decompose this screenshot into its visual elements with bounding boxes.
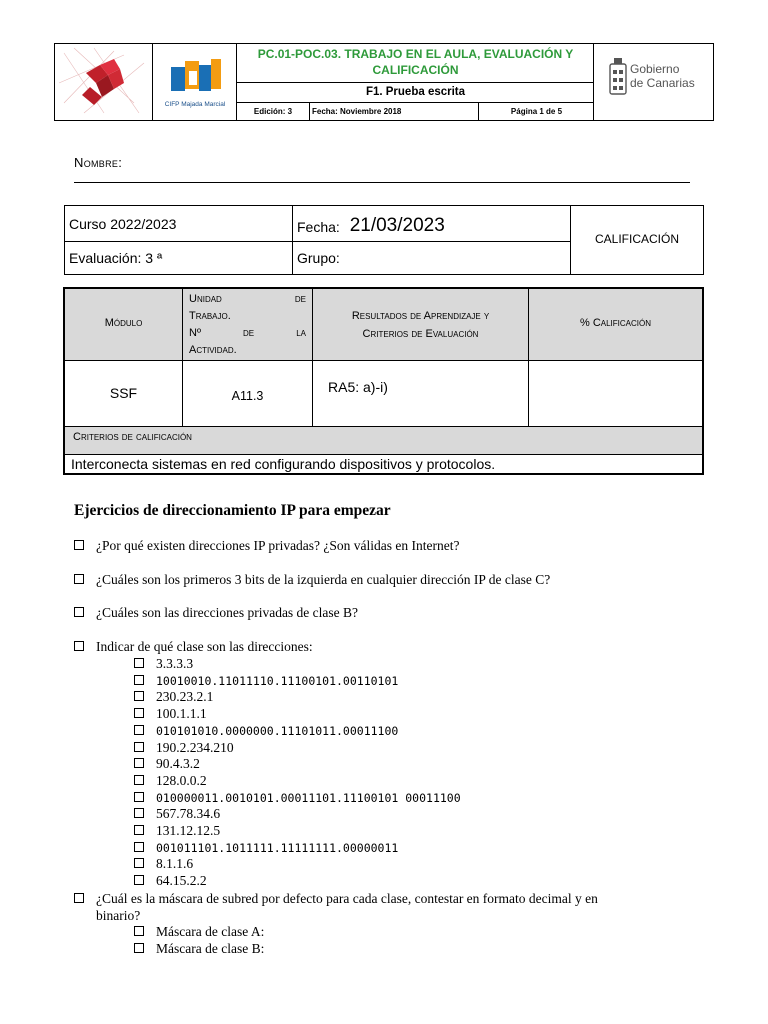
checkbox-icon[interactable] — [134, 675, 144, 685]
evaluacion-cell: Evaluación: 3 ª — [65, 242, 293, 274]
page-label: Página 1 de 5 — [510, 107, 563, 116]
list-item — [134, 873, 461, 890]
checkbox-icon[interactable] — [134, 708, 144, 718]
grupo-cell: Grupo: — [293, 242, 571, 274]
address-text: 10010010.11011110.11100101.00110101 — [156, 673, 399, 688]
checkbox-icon[interactable] — [134, 658, 144, 668]
resultados-line2: Criterios de Evaluación — [362, 328, 479, 340]
fecha-cell — [293, 206, 571, 242]
question-2 — [74, 572, 550, 589]
list-item — [134, 823, 461, 840]
fecha-value: 21/03/2023 — [349, 215, 445, 236]
question-5 — [74, 891, 598, 924]
gobierno-canarias-shield-icon — [608, 58, 628, 107]
criterios-text: Interconecta sistemas en red configurando dispositivos y protocolos. — [71, 456, 496, 472]
document-subtitle: F1. Prueba escrita — [237, 83, 594, 103]
mask-text: Máscara de clase A: — [156, 924, 265, 939]
list-item — [134, 840, 461, 857]
modulo-value: SSF — [65, 361, 183, 427]
document-title: PC.01-POC.03. TRABAJO EN EL AULA, EVALUACIÓN Y CALIFICACIÓN — [237, 43, 594, 83]
resultados-value: RA5: a)-i) — [313, 361, 529, 427]
question-3 — [74, 605, 358, 622]
checkbox-icon[interactable] — [74, 893, 84, 903]
date-label: Fecha: Noviembre 2018 — [310, 103, 479, 121]
question-2-text: ¿Cuáles son los primeros 3 bits de la izquierda en cualquier dirección IP de clase C? — [96, 572, 551, 587]
address-list — [134, 656, 461, 890]
calificacion-header: % Calificación — [529, 289, 702, 361]
checkbox-icon[interactable] — [134, 742, 144, 752]
unidad-word7: Actividad. — [189, 344, 237, 356]
edition-label: Edición: 3 — [237, 103, 310, 121]
module-table — [63, 287, 704, 475]
address-text: 190.2.234.210 — [156, 739, 234, 755]
checkbox-icon[interactable] — [134, 808, 144, 818]
checkbox-icon[interactable] — [74, 574, 84, 584]
checkbox-icon[interactable] — [134, 943, 144, 953]
unidad-header — [183, 289, 313, 361]
checkbox-icon[interactable] — [134, 758, 144, 768]
question-5-line1: ¿Cuál es la máscara de subred por defecto para cada clase, contestar en formato decimal y en — [96, 891, 598, 906]
list-item — [134, 773, 461, 790]
list-item — [134, 723, 461, 740]
unidad-word4: Nº — [189, 327, 201, 339]
calificacion-value — [529, 361, 702, 427]
gobierno-line1: Gobierno — [630, 62, 680, 76]
criterios-label: Criterios de calificación — [65, 427, 702, 455]
checkbox-icon[interactable] — [134, 725, 144, 735]
checkbox-icon[interactable] — [134, 926, 144, 936]
list-item — [134, 706, 461, 723]
list-item — [134, 790, 461, 807]
mask-list — [134, 924, 264, 957]
question-1-text: ¿Por qué existen direcciones IP privadas? ¿Son válidas en Internet? — [96, 538, 460, 553]
address-text: 100.1.1.1 — [156, 706, 207, 722]
checkbox-icon[interactable] — [74, 641, 84, 651]
address-text: 230.23.2.1 — [156, 689, 214, 705]
address-text: 90.4.3.2 — [156, 756, 200, 772]
unidad-word3: Trabajo. — [189, 310, 231, 322]
checkbox-icon[interactable] — [134, 792, 144, 802]
question-5-line2: binario? — [96, 907, 141, 923]
checkbox-icon[interactable] — [134, 775, 144, 785]
gobierno-line2: de Canarias — [630, 76, 695, 90]
list-item — [134, 689, 461, 706]
question-4-text: Indicar de qué clase son las direcciones: — [96, 639, 313, 654]
question-4 — [74, 639, 313, 656]
list-item — [134, 856, 461, 873]
exercises-heading: Ejercicios de direccionamiento IP para empezar — [74, 502, 391, 519]
address-text: 128.0.0.2 — [156, 772, 207, 788]
cifp-majada-marcial-logo — [153, 43, 237, 121]
school-name: CIFP Majada Marcial — [164, 101, 226, 108]
unidad-word6: la — [296, 327, 306, 339]
address-text: 64.15.2.2 — [156, 873, 207, 889]
checkbox-icon[interactable] — [134, 691, 144, 701]
unidad-word2: de — [294, 293, 306, 305]
unidad-word1: Unidad — [189, 293, 222, 305]
list-item — [134, 656, 461, 673]
address-text: 131.12.12.5 — [156, 823, 221, 839]
list-item — [134, 756, 461, 773]
checkbox-icon[interactable] — [134, 875, 144, 885]
resultados-header — [313, 289, 529, 361]
curso-cell: Curso 2022/2023 — [65, 206, 293, 242]
list-item — [134, 673, 461, 690]
list-item — [134, 941, 264, 958]
modulo-header: Módulo — [65, 289, 183, 361]
gobierno-canarias-text — [630, 62, 695, 90]
address-text: 8.1.1.6 — [156, 856, 194, 872]
unidad-value: A11.3 — [183, 361, 313, 427]
name-underline[interactable] — [74, 182, 690, 183]
list-item — [134, 924, 264, 941]
question-3-text: ¿Cuáles son las direcciones privadas de clase B? — [96, 605, 359, 620]
calificacion-cell: CALIFICACIÓN — [594, 232, 679, 246]
address-text: 001011101.1011111.11111111.00000011 — [156, 840, 399, 855]
resultados-line1: Resultados de Aprendizaje y — [351, 310, 490, 322]
mask-text: Máscara de clase B: — [156, 940, 265, 956]
checkbox-icon[interactable] — [134, 842, 144, 852]
canarias-emblem-logo — [54, 43, 153, 121]
address-text: 567.78.34.6 — [156, 806, 221, 822]
address-text: 3.3.3.3 — [156, 656, 194, 671]
checkbox-icon[interactable] — [74, 540, 84, 550]
list-item — [134, 806, 461, 823]
info-table — [64, 205, 704, 275]
address-text: 010101010.0000000.11101011.00011100 — [156, 723, 399, 738]
question-1 — [74, 538, 460, 555]
name-label: Nombre: — [74, 155, 123, 170]
address-text: 010000011.0010101.00011101.11100101 00011100 — [156, 790, 461, 805]
checkbox-icon[interactable] — [134, 858, 144, 868]
fecha-label: Fecha: — [297, 219, 340, 235]
unidad-word5: de — [243, 327, 255, 339]
checkbox-icon[interactable] — [74, 607, 84, 617]
checkbox-icon[interactable] — [134, 825, 144, 835]
list-item — [134, 740, 461, 757]
